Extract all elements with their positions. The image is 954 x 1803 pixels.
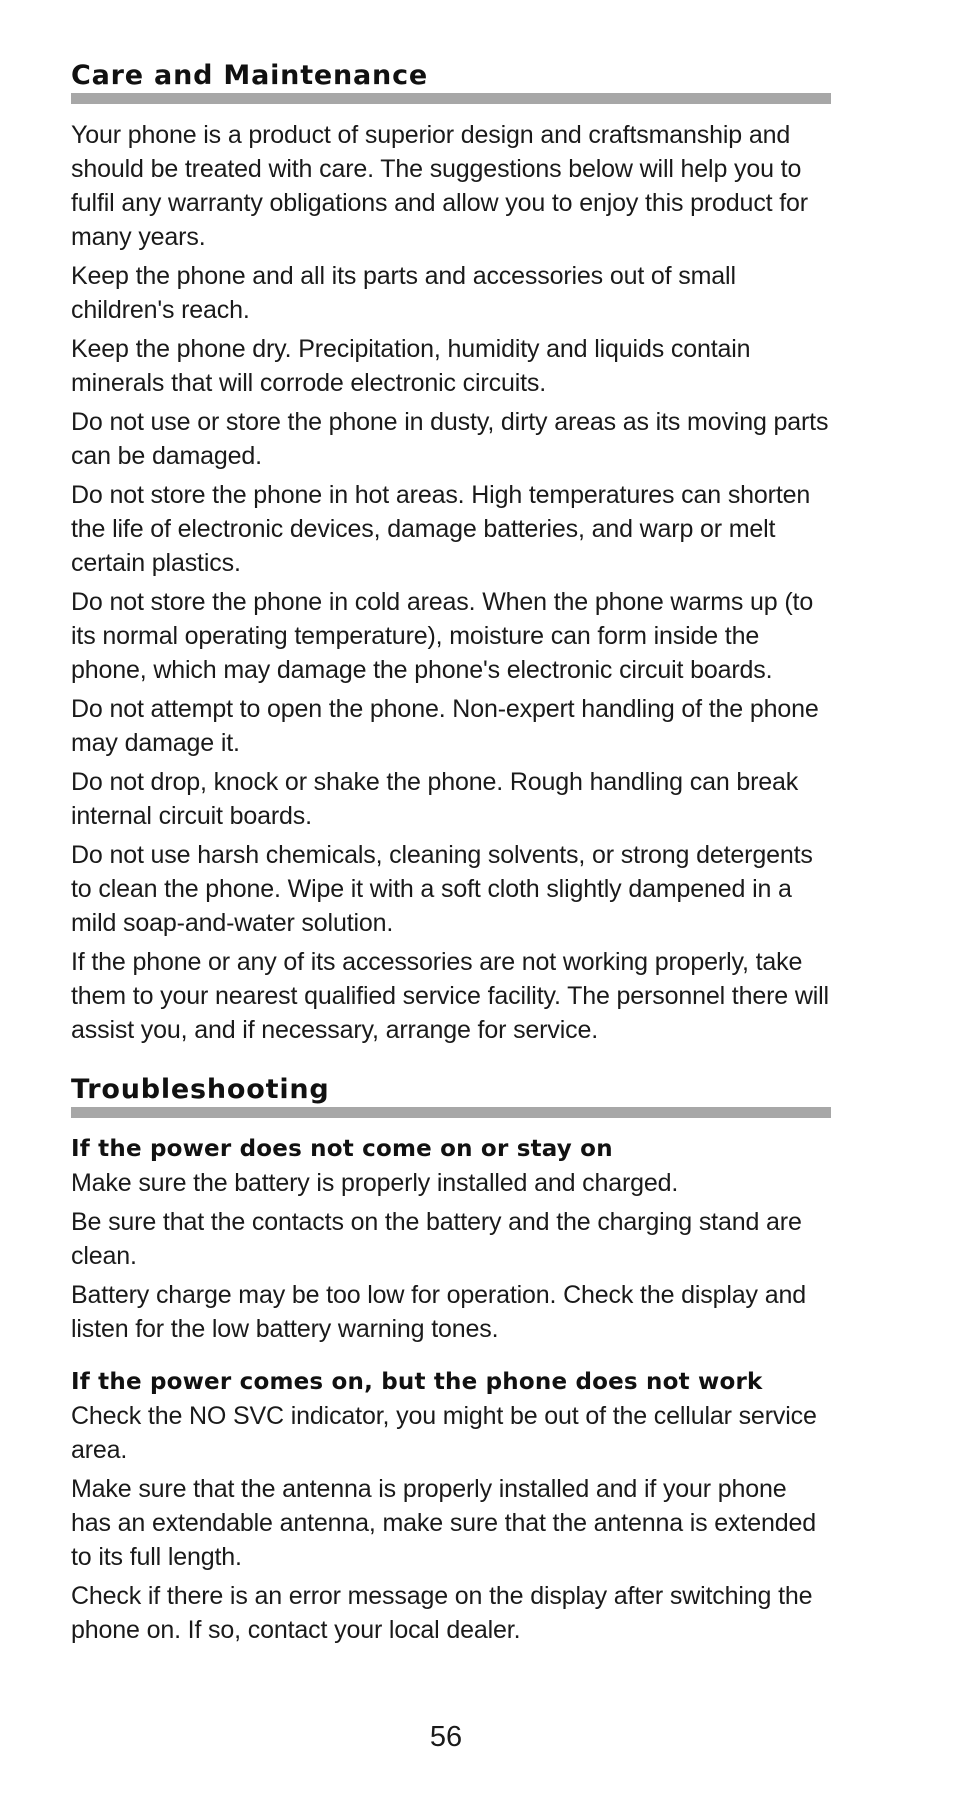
not-working-paragraph: Check if there is an error message on the display after switching the phone on. If so, contact your local dealer. bbox=[71, 1582, 813, 1645]
page-number: 56 bbox=[429, 1721, 463, 1753]
power-off-paragraph: Battery charge may be too low for operation. Check the display and listen for the low battery warning tones. bbox=[71, 1281, 806, 1344]
power-off-heading: If the power does not come on or stay on bbox=[71, 1136, 613, 1163]
care-paragraph: If the phone or any of its accessories are not working properly, take them to your nearest qualified service facility. The personnel there will assist you, and if necessary, arrange for service. bbox=[71, 948, 829, 1045]
care-title-rule bbox=[71, 93, 831, 104]
care-paragraph: Do not use harsh chemicals, cleaning solvents, or strong detergents to clean the phone. Wipe it with a soft cloth slightly dampened in a mild soap-and-water solution. bbox=[71, 841, 813, 938]
care-paragraph: Do not attempt to open the phone. Non-expert handling of the phone may damage it. bbox=[71, 695, 819, 758]
subsection-spacer bbox=[71, 1351, 831, 1365]
not-working-paragraph: Make sure that the antenna is properly installed and if your phone has an extendable antenna, make sure that the antenna is extended to its full length. bbox=[71, 1475, 816, 1572]
care-paragraph: Do not store the phone in hot areas. High temperatures can shorten the life of electronic devices, damage batteries, and warp or melt certain plastics. bbox=[71, 481, 811, 578]
care-paragraph: Do not drop, knock or shake the phone. Rough handling can break internal circuit boards. bbox=[71, 768, 799, 831]
power-off-paragraph: Be sure that the contacts on the battery and the charging stand are clean. bbox=[71, 1208, 802, 1271]
troubleshooting-section-title: Troubleshooting bbox=[71, 1074, 330, 1106]
care-section-title: Care and Maintenance bbox=[71, 60, 428, 91]
troubleshooting-title-rule bbox=[71, 1107, 831, 1118]
section-spacer bbox=[71, 1052, 831, 1074]
power-off-paragraph: Make sure the battery is properly installed and charged. bbox=[71, 1169, 679, 1198]
not-working-paragraph: Check the NO SVC indicator, you might be out of the cellular service area. bbox=[71, 1402, 817, 1465]
care-paragraph: Your phone is a product of superior design and craftsmanship and should be treated with care. The suggestions below will help you to fulfil any warranty obligations and allow you to enjoy this product for many years. bbox=[71, 121, 808, 252]
manual-page bbox=[71, 60, 831, 1652]
care-paragraph: Keep the phone and all its parts and accessories out of small children's reach. bbox=[71, 262, 736, 325]
not-working-heading: If the power comes on, but the phone does not work bbox=[71, 1369, 763, 1396]
care-paragraph: Do not use or store the phone in dusty, dirty areas as its moving parts can be damaged. bbox=[71, 408, 829, 471]
care-paragraph: Keep the phone dry. Precipitation, humidity and liquids contain minerals that will corrode electronic circuits. bbox=[71, 335, 751, 398]
care-paragraph: Do not store the phone in cold areas. When the phone warms up (to its normal operating temperature), moisture can form inside the phone, which may damage the phone's electronic circuit boards. bbox=[71, 588, 814, 685]
